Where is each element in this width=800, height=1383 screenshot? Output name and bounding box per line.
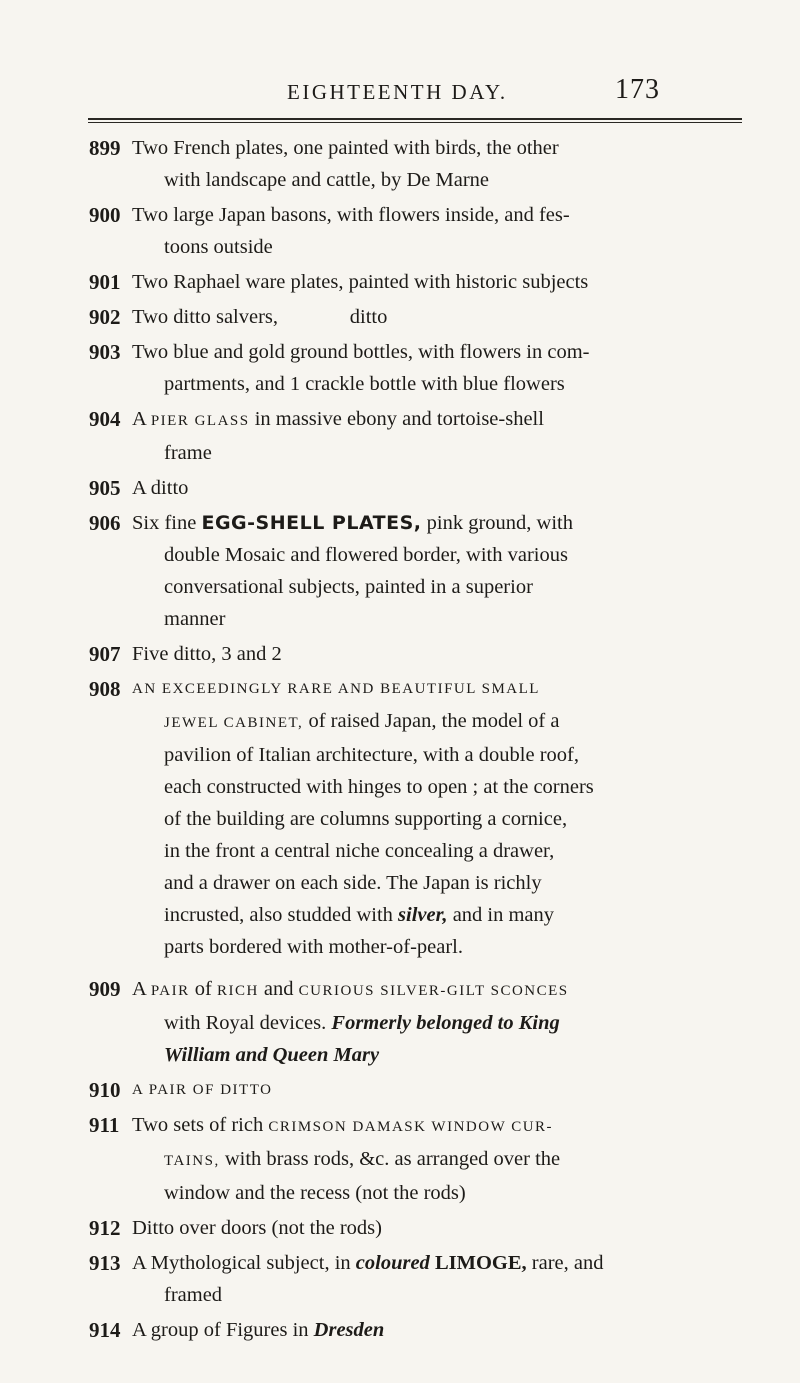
desc-bold-caps: EGG-SHELL PLATES, — [201, 512, 422, 534]
desc-text: A Mythological subject, in — [132, 1252, 351, 1274]
lot-entry — [0, 472, 800, 504]
desc-line: toons outside — [164, 236, 273, 258]
desc-line: Ditto over doors (not the rods) — [132, 1217, 382, 1239]
desc-line: Two large Japan basons, with flowers inside, and fes- — [132, 204, 570, 226]
desc-line — [132, 1143, 710, 1177]
header-rule-thin — [88, 122, 742, 123]
lot-number: 903 — [89, 340, 121, 364]
desc-line: Two blue and gold ground bottles, with flowers in com- — [132, 341, 590, 363]
desc-line — [132, 1007, 710, 1039]
lot-description — [132, 266, 710, 298]
desc-line: A ditto — [132, 477, 189, 499]
lot-description — [132, 507, 710, 635]
desc-caps: TAINS, — [164, 1153, 220, 1169]
desc-line: partments, and 1 crackle bottle with blue flowers — [164, 373, 565, 395]
lot-entry — [0, 1212, 800, 1244]
desc-text: of raised Japan, the model of a — [308, 710, 560, 732]
desc-line: window and the recess (not the rods) — [164, 1182, 466, 1204]
desc-caps: CURIOUS SILVER-GILT SCONCES — [298, 983, 569, 999]
desc-line: AN EXCEEDINGLY RARE AND BEAUTIFUL SMALL — [132, 681, 540, 697]
lot-number: 913 — [89, 1251, 121, 1275]
lot-list — [0, 128, 800, 1346]
desc-text: A group of Figures in — [132, 1319, 309, 1341]
desc-line: William and Queen Mary — [164, 1044, 380, 1066]
lot-entry — [0, 266, 800, 298]
running-head: EIGHTEENTH DAY. — [287, 80, 508, 104]
desc-line — [132, 973, 710, 1007]
desc-line: pavilion of Italian architecture, with a double roof, — [164, 744, 579, 766]
page-number: 173 — [615, 74, 660, 105]
desc-line: framed — [164, 1284, 223, 1306]
lot-description — [132, 1247, 710, 1311]
desc-caps: PAIR — [150, 983, 190, 999]
lot-entry — [0, 403, 800, 469]
lot-number: 914 — [89, 1318, 121, 1342]
desc-line: Two French plates, one painted with birds, the other — [132, 137, 559, 159]
desc-line: frame — [164, 442, 212, 464]
desc-line: of the building are columns supporting a cornice, — [164, 808, 568, 830]
desc-line — [132, 1314, 710, 1346]
desc-italic: silver, — [398, 904, 448, 926]
desc-line: double Mosaic and flowered border, with various — [164, 544, 568, 566]
desc-line: parts bordered with mother-of-pearl. — [164, 936, 464, 958]
page-header — [0, 76, 800, 116]
lot-description — [132, 301, 710, 333]
lot-entry — [0, 1314, 800, 1346]
desc-line — [132, 899, 710, 931]
desc-text: incrusted, also studded with — [164, 904, 393, 926]
header-rule — [88, 118, 742, 120]
desc-caps: JEWEL CABINET, — [164, 715, 304, 731]
lot-number: 904 — [89, 407, 121, 431]
desc-caps: RICH — [216, 983, 259, 999]
lot-number: 908 — [89, 677, 121, 701]
desc-line: manner — [164, 608, 226, 630]
desc-text: of — [194, 978, 212, 1000]
desc-line: conversational subjects, painted in a superior — [164, 576, 533, 598]
desc-line: Two ditto salvers, ditto — [132, 306, 388, 328]
desc-line — [132, 705, 710, 739]
desc-italic: Dresden — [313, 1319, 385, 1341]
desc-text: Two sets of rich — [132, 1114, 264, 1136]
lot-description — [132, 472, 710, 504]
desc-text: pink ground, with — [426, 512, 573, 534]
lot-number: 912 — [89, 1216, 121, 1240]
lot-description — [132, 1314, 710, 1346]
lot-description — [132, 973, 710, 1071]
desc-caps: PIER GLASS — [150, 413, 250, 429]
desc-line: with landscape and cattle, by De Marne — [164, 169, 490, 191]
lot-description — [132, 1212, 710, 1244]
lot-number: 905 — [89, 476, 121, 500]
desc-line: in the front a central niche concealing a drawer, — [164, 840, 555, 862]
desc-text: A — [132, 408, 146, 430]
desc-text: A — [132, 978, 146, 1000]
lot-description — [132, 1109, 710, 1209]
lot-entry — [0, 1109, 800, 1209]
desc-line: Five ditto, 3 and 2 — [132, 643, 282, 665]
lot-entry — [0, 673, 800, 963]
lot-description — [132, 199, 710, 263]
lot-entry — [0, 507, 800, 635]
lot-entry — [0, 199, 800, 263]
lot-number: 910 — [89, 1078, 121, 1102]
lot-description — [132, 673, 710, 963]
lot-entry — [0, 1247, 800, 1311]
desc-line: and a drawer on each side. The Japan is richly — [164, 872, 542, 894]
desc-text: and in many — [452, 904, 555, 926]
lot-entry — [0, 638, 800, 670]
desc-line: Two Raphael ware plates, painted with historic subjects — [132, 271, 589, 293]
desc-line — [132, 1247, 710, 1279]
desc-caps: CRIMSON DAMASK WINDOW CUR- — [268, 1119, 554, 1135]
lot-entry — [0, 336, 800, 400]
desc-bold: LIMOGE, — [434, 1252, 527, 1274]
lot-number: 911 — [89, 1113, 120, 1137]
lot-entry — [0, 301, 800, 333]
lot-description — [132, 403, 710, 469]
desc-italic: Formerly belonged to King — [331, 1012, 560, 1034]
lot-description — [132, 1074, 710, 1106]
lot-number: 900 — [89, 203, 121, 227]
lot-entry — [0, 973, 800, 1071]
desc-text: with Royal devices. — [164, 1012, 327, 1034]
lot-number: 907 — [89, 642, 121, 666]
lot-number: 909 — [89, 977, 121, 1001]
desc-text: rare, and — [531, 1252, 604, 1274]
desc-text: in massive ebony and tortoise-shell — [254, 408, 544, 430]
lot-number: 901 — [89, 270, 121, 294]
lot-entry — [0, 132, 800, 196]
desc-line: each constructed with hinges to open ; at the corners — [164, 776, 594, 798]
desc-line — [132, 403, 710, 437]
lot-number: 902 — [89, 305, 121, 329]
lot-number: 899 — [89, 136, 121, 160]
lot-entry — [0, 1074, 800, 1106]
lot-number: 906 — [89, 511, 121, 535]
desc-line — [132, 507, 710, 539]
lot-description — [132, 336, 710, 400]
desc-italic: coloured — [355, 1252, 430, 1274]
desc-text: Six fine — [132, 512, 197, 534]
desc-text: and — [263, 978, 294, 1000]
desc-line: A PAIR OF DITTO — [132, 1082, 273, 1098]
desc-text: with brass rods, &c. as arranged over the — [224, 1148, 561, 1170]
lot-description — [132, 638, 710, 670]
desc-line — [132, 1109, 710, 1143]
lot-description — [132, 132, 710, 196]
